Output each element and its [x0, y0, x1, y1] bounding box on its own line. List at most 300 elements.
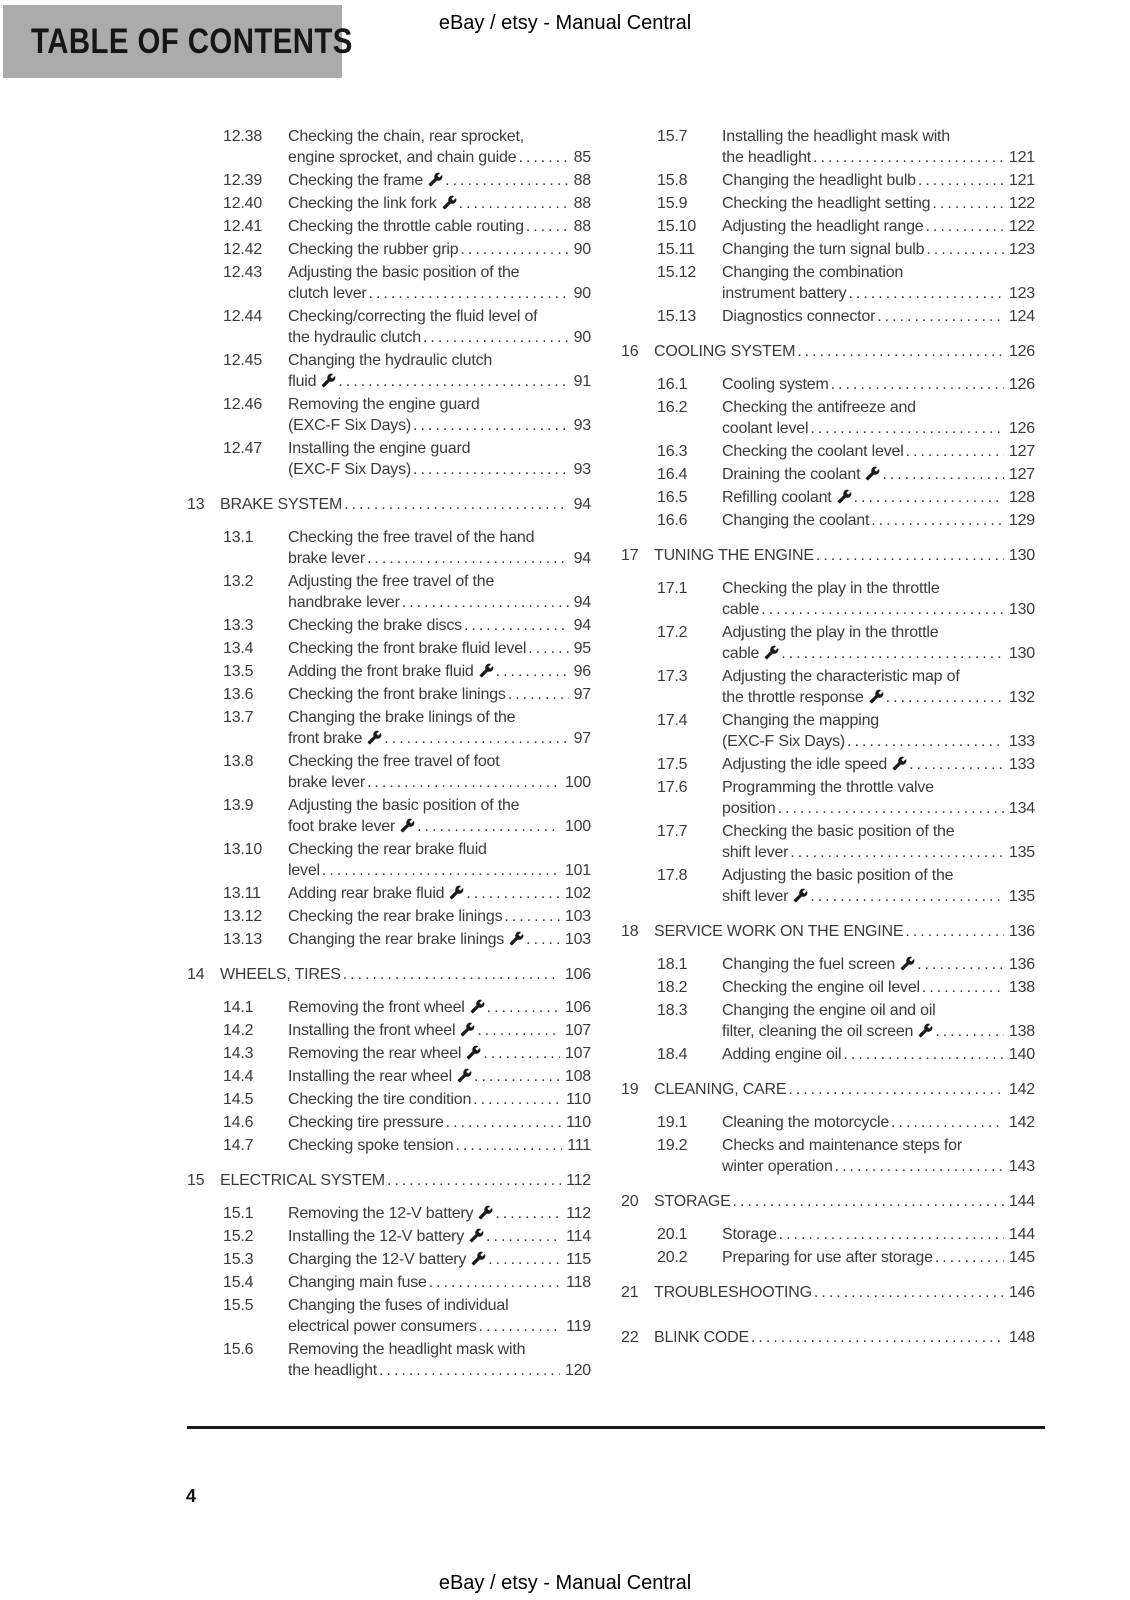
entry-body [722, 1000, 1035, 1042]
entry-body [288, 615, 591, 636]
dot-leader [843, 1044, 1004, 1065]
entry-body [288, 906, 591, 927]
page-ref: 107 [564, 1045, 591, 1062]
entry-leader-row [722, 464, 1035, 485]
page-ref: 138 [1008, 1023, 1035, 1040]
page-ref: 93 [573, 461, 591, 478]
toc-section-entry [187, 839, 591, 881]
wrench-icon [428, 172, 443, 187]
entry-title: handbrake lever [288, 594, 400, 611]
entry-title-line1: Adjusting the play in the throttle [722, 624, 939, 641]
page-ref: 95 [573, 640, 591, 657]
page-ref: 122 [1008, 195, 1035, 212]
entry-leader-row [654, 921, 1035, 942]
page-ref: 123 [1008, 285, 1035, 302]
entry-number: 12.44 [223, 308, 263, 325]
entry-body [288, 571, 591, 613]
dot-leader [848, 283, 1003, 304]
page-ref: 106 [564, 966, 591, 983]
page-ref: 126 [1008, 343, 1035, 360]
entry-body [288, 527, 591, 569]
entry-body [722, 374, 1035, 395]
entry-leader-row [220, 1170, 591, 1191]
entry-number: 17.1 [657, 580, 688, 597]
page-ref: 100 [564, 774, 591, 791]
entry-number: 13.6 [223, 686, 254, 703]
entry-leader-row [722, 283, 1035, 304]
dot-leader [891, 1112, 1004, 1133]
entry-title: Removing the front wheel [288, 997, 485, 1018]
dot-leader [831, 374, 1004, 395]
toc-chapter-entry [187, 964, 591, 985]
entry-number: 14.4 [223, 1068, 254, 1085]
entry-body [288, 306, 591, 348]
page-ref: 100 [564, 818, 591, 835]
dot-leader [854, 487, 1004, 508]
dot-leader [906, 441, 1004, 462]
entry-number: 14.3 [223, 1045, 254, 1062]
entry-number: 15.7 [657, 128, 688, 145]
page-ref: 124 [1008, 308, 1035, 325]
wrench-icon [471, 1251, 486, 1266]
dot-leader [816, 545, 1004, 566]
page-ref: 106 [564, 999, 591, 1016]
page-ref: 135 [1008, 888, 1035, 905]
page-ref: 148 [1008, 1329, 1035, 1346]
entry-title: instrument battery [722, 285, 847, 302]
entry-body [722, 754, 1035, 775]
wrench-icon [470, 999, 485, 1014]
toc-section-entry [187, 571, 591, 613]
entry-body [654, 341, 1035, 362]
page-ref: 126 [1008, 376, 1035, 393]
page-ref: 118 [566, 1274, 591, 1291]
page-ref: 127 [1008, 443, 1035, 460]
toc-section-entry [187, 1249, 591, 1270]
entry-title-line1: Removing the headlight mask with [288, 1341, 526, 1358]
toc-section-entry [187, 1135, 591, 1156]
entry-title: clutch lever [288, 285, 367, 302]
toc-section-entry [187, 170, 591, 191]
entry-number: 16.6 [657, 512, 688, 529]
entry-number: 15.13 [657, 308, 697, 325]
entry-number: 17.6 [657, 779, 688, 796]
entry-number: 13.10 [223, 841, 263, 858]
wrench-icon [449, 885, 464, 900]
entry-body [722, 1247, 1035, 1268]
toc-section-entry [621, 977, 1035, 998]
entry-leader-row [288, 1020, 591, 1041]
wrench-icon [442, 195, 457, 210]
wrench-icon [469, 1228, 484, 1243]
toc-column-right [621, 126, 1035, 1360]
entry-title-line1: Removing the engine guard [288, 396, 480, 413]
entry-title: Checking the brake discs [288, 617, 462, 634]
entry-title-line1: Changing the fuses of individual [288, 1297, 509, 1314]
entry-title-line1: Adjusting the basic position of the [288, 797, 520, 814]
entry-title: brake lever [288, 774, 365, 791]
toc-section-entry [187, 883, 591, 904]
entry-title: Changing the turn signal bulb [722, 241, 925, 258]
entry-title: BLINK CODE [654, 1329, 749, 1346]
header-watermark: eBay / etsy - Manual Central [438, 12, 692, 34]
entry-title: Changing the headlight bulb [722, 172, 916, 189]
entry-number: 16 [621, 343, 639, 360]
toc-section-entry [187, 350, 591, 392]
toc-chapter-entry [621, 1282, 1035, 1303]
dot-leader [917, 954, 1004, 975]
toc-section-entry [187, 751, 591, 793]
page-ref: 134 [1008, 800, 1035, 817]
entry-title: Changing the fuel screen [722, 954, 915, 975]
entry-number: 17.4 [657, 712, 688, 729]
entry-leader-row [722, 687, 1035, 708]
dot-leader [367, 548, 569, 569]
toc-section-entry [187, 1295, 591, 1337]
entry-body [722, 1135, 1035, 1177]
entry-title-line1: Installing the headlight mask with [722, 128, 950, 145]
dot-leader [814, 1282, 1004, 1303]
entry-body [722, 666, 1035, 708]
entry-number: 17.8 [657, 867, 688, 884]
entry-number: 14.7 [223, 1137, 254, 1154]
entry-number: 13.7 [223, 709, 254, 726]
page-ref: 101 [564, 862, 591, 879]
entry-body [288, 883, 591, 904]
page-ref: 121 [1008, 172, 1035, 189]
dot-leader [790, 842, 1004, 863]
page-ref: 88 [573, 195, 591, 212]
toc-section-entry [187, 239, 591, 260]
dot-leader [459, 193, 569, 214]
dot-leader [508, 684, 569, 705]
toc-section-entry [621, 374, 1035, 395]
entry-body [288, 1066, 591, 1087]
entry-leader-row [288, 1249, 591, 1270]
toc-section-entry [187, 684, 591, 705]
entry-title-line1: Checking the play in the throttle [722, 580, 940, 597]
entry-body [722, 193, 1035, 214]
entry-number: 15 [187, 1172, 205, 1189]
entry-leader-row [288, 548, 591, 569]
dot-leader [882, 464, 1004, 485]
toc-section-entry [621, 510, 1035, 531]
entry-number: 14.5 [223, 1091, 254, 1108]
dot-leader [474, 1066, 560, 1087]
dot-leader [344, 494, 569, 515]
entry-title: front brake [288, 728, 382, 749]
page-title: TABLE OF CONTENTS [31, 21, 353, 61]
dot-leader [526, 929, 560, 950]
dot-leader [367, 772, 560, 793]
wrench-icon [509, 931, 524, 946]
page-ref: 138 [1008, 979, 1035, 996]
entry-title-line1: Checks and maintenance steps for [722, 1137, 962, 1154]
entry-number: 12.45 [223, 352, 263, 369]
entry-title-line1: Adjusting the basic position of the [288, 264, 520, 281]
page-ref: 107 [564, 1022, 591, 1039]
entry-number: 12.39 [223, 172, 263, 189]
entry-number: 15.4 [223, 1274, 254, 1291]
entry-body [722, 262, 1035, 304]
dot-leader [473, 1089, 561, 1110]
entry-number: 20.1 [657, 1226, 688, 1243]
dot-leader [455, 1135, 562, 1156]
entry-body [722, 239, 1035, 260]
toc-section-entry [621, 126, 1035, 168]
dot-leader [322, 860, 560, 881]
entry-title: Checking the frame [288, 170, 443, 191]
entry-title: brake lever [288, 550, 365, 567]
dot-leader [935, 1247, 1004, 1268]
entry-number: 16.4 [657, 466, 688, 483]
toc-section-entry [187, 638, 591, 659]
entry-title: Installing the front wheel [288, 1020, 475, 1041]
entry-number: 13.3 [223, 617, 254, 634]
dot-leader [528, 638, 568, 659]
entry-number: 17.3 [657, 668, 688, 685]
entry-number: 21 [621, 1284, 639, 1301]
dot-leader [446, 1112, 561, 1133]
entry-body [288, 1135, 591, 1156]
entry-leader-row [722, 1224, 1035, 1245]
entry-leader-row [654, 1079, 1035, 1100]
toc-section-entry [187, 1272, 591, 1293]
entry-title: Checking the rear brake linings [288, 908, 503, 925]
toc-chapter-entry [621, 1079, 1035, 1100]
entry-body [288, 661, 591, 682]
toc-section-entry [187, 906, 591, 927]
toc-section-entry [187, 126, 591, 168]
toc-chapter-entry [621, 341, 1035, 362]
entry-title: Checking spoke tension [288, 1137, 454, 1154]
dot-leader [402, 592, 569, 613]
entry-leader-row [654, 1282, 1035, 1303]
entry-title: BRAKE SYSTEM [220, 496, 343, 513]
page-ref: 97 [573, 730, 591, 747]
entry-leader-row [722, 1044, 1035, 1065]
entry-title: Adding engine oil [722, 1046, 842, 1063]
entry-leader-row [654, 1327, 1035, 1348]
entry-body [722, 170, 1035, 191]
entry-number: 15.3 [223, 1251, 254, 1268]
toc-section-entry [187, 527, 591, 569]
entry-leader-row [722, 441, 1035, 462]
entry-leader-row [288, 997, 591, 1018]
page-ref: 97 [573, 686, 591, 703]
entry-title-line1: Changing the hydraulic clutch [288, 352, 493, 369]
dot-leader [487, 997, 560, 1018]
entry-body [654, 1191, 1035, 1212]
toc-section-entry [621, 954, 1035, 975]
page-ref: 144 [1008, 1193, 1035, 1210]
entry-title-line1: Checking the antifreeze and [722, 399, 916, 416]
toc-section-entry [621, 397, 1035, 439]
dot-leader [496, 661, 569, 682]
entry-number: 12.47 [223, 440, 263, 457]
entry-number: 13.9 [223, 797, 254, 814]
entry-number: 22 [621, 1329, 639, 1346]
toc-section-entry [621, 306, 1035, 327]
page-ref: 129 [1008, 512, 1035, 529]
entry-leader-row [288, 661, 591, 682]
entry-number: 14 [187, 966, 205, 983]
entry-body [288, 707, 591, 749]
entry-leader-row [288, 816, 591, 837]
toc-section-entry [621, 1044, 1035, 1065]
entry-title-line1: Changing the brake linings of the [288, 709, 516, 726]
dot-leader [384, 728, 568, 749]
entry-title-line1: Changing the mapping [722, 712, 880, 729]
toc-section-entry [621, 754, 1035, 775]
toc-section-entry [187, 929, 591, 950]
entry-title-line1: Programming the throttle valve [722, 779, 934, 796]
entry-leader-row [220, 494, 591, 515]
dot-leader [797, 341, 1004, 362]
entry-body [288, 216, 591, 237]
dot-leader [387, 1170, 561, 1191]
page-ref: 133 [1008, 756, 1035, 773]
entry-leader-row [288, 147, 591, 168]
entry-leader-row [722, 1247, 1035, 1268]
toc-section-entry [187, 1043, 591, 1064]
entry-leader-row [722, 216, 1035, 237]
entry-body [722, 306, 1035, 327]
entry-title-line1: Adjusting the characteristic map of [722, 668, 960, 685]
entry-number: 13.5 [223, 663, 254, 680]
dot-leader [926, 239, 1004, 260]
entry-number: 17.7 [657, 823, 688, 840]
entry-title: Checking the throttle cable routing [288, 218, 524, 235]
entry-title: Cooling system [722, 376, 829, 393]
entry-leader-row [288, 1360, 591, 1381]
entry-number: 18.1 [657, 956, 688, 973]
entry-number: 18 [621, 923, 639, 940]
toc-section-entry [187, 394, 591, 436]
toc-chapter-entry [621, 545, 1035, 566]
entry-body [288, 438, 591, 480]
entry-title: WHEELS, TIRES [220, 966, 341, 983]
entry-leader-row [722, 731, 1035, 752]
entry-leader-row [722, 1156, 1035, 1177]
entry-title: Adjusting the idle speed [722, 754, 907, 775]
entry-body [722, 865, 1035, 907]
entry-number: 13.11 [223, 885, 261, 902]
page-ref: 111 [567, 1137, 591, 1154]
entry-number: 12.43 [223, 264, 263, 281]
entry-leader-row [722, 886, 1035, 907]
entry-leader-row [722, 306, 1035, 327]
toc-section-entry [621, 262, 1035, 304]
wrench-icon [460, 1022, 475, 1037]
entry-title: Removing the rear wheel [288, 1043, 481, 1064]
entry-number: 17.2 [657, 624, 688, 641]
entry-body [288, 1043, 591, 1064]
page-ref: 103 [564, 908, 591, 925]
page-ref: 127 [1008, 466, 1035, 483]
entry-title: Checking tire pressure [288, 1114, 444, 1131]
page-ref: 136 [1008, 956, 1035, 973]
entry-body [654, 1282, 1035, 1303]
entry-title: coolant level [722, 420, 809, 437]
entry-leader-row [288, 1135, 591, 1156]
dot-leader [871, 510, 1004, 531]
entry-title: Preparing for use after storage [722, 1249, 933, 1266]
toc-section-entry [187, 1089, 591, 1110]
entry-body [722, 777, 1035, 819]
dot-leader [423, 327, 569, 348]
toc-section-entry [621, 239, 1035, 260]
entry-body [288, 684, 591, 705]
page-ref: 135 [1008, 844, 1035, 861]
entry-leader-row [288, 772, 591, 793]
toc-column-left [187, 126, 591, 1383]
dot-leader [779, 1224, 1004, 1245]
page-ref: 123 [1008, 241, 1035, 258]
dot-leader [417, 816, 560, 837]
entry-body [288, 394, 591, 436]
entry-body [654, 1327, 1035, 1348]
entry-title: Checking the coolant level [722, 443, 904, 460]
page-ref: 136 [1008, 923, 1035, 940]
entry-title: TROUBLESHOOTING [654, 1284, 812, 1301]
entry-number: 13.1 [223, 529, 254, 546]
entry-leader-row [288, 638, 591, 659]
page-ref: 130 [1008, 645, 1035, 662]
entry-body [722, 510, 1035, 531]
wrench-icon [869, 689, 884, 704]
entry-leader-row [288, 216, 591, 237]
entry-body [288, 638, 591, 659]
entry-body [722, 464, 1035, 485]
page-ref: 143 [1008, 1158, 1035, 1175]
dot-leader [778, 798, 1004, 819]
page-ref: 93 [573, 417, 591, 434]
entry-title: cable [722, 601, 760, 618]
toc-section-entry [621, 216, 1035, 237]
entry-title: the throttle response [722, 687, 884, 708]
entry-body [722, 441, 1035, 462]
dot-leader [810, 418, 1004, 439]
toc-chapter-entry [187, 1170, 591, 1191]
entry-title: Diagnostics connector [722, 308, 876, 325]
dot-leader [413, 415, 569, 436]
dot-leader [813, 147, 1004, 168]
page-ref: 133 [1008, 733, 1035, 750]
entry-body [288, 1249, 591, 1270]
entry-body [220, 1170, 591, 1191]
entry-body [288, 1089, 591, 1110]
toc [187, 126, 1035, 1383]
entry-number: 15.10 [657, 218, 697, 235]
entry-number: 13.12 [223, 908, 263, 925]
entry-body [288, 262, 591, 304]
toc-section-entry [621, 821, 1035, 863]
entry-leader-row [288, 883, 591, 904]
entry-body [722, 710, 1035, 752]
entry-number: 19.1 [657, 1114, 688, 1131]
page-ref: 91 [573, 373, 591, 390]
entry-body [722, 977, 1035, 998]
entry-body [722, 578, 1035, 620]
entry-leader-row [288, 415, 591, 436]
page-ref: 110 [566, 1091, 591, 1108]
entry-leader-row [722, 798, 1035, 819]
entry-title: shift lever [722, 886, 808, 907]
toc-section-entry [187, 306, 591, 348]
dot-leader [935, 1021, 1004, 1042]
dot-leader [886, 687, 1004, 708]
